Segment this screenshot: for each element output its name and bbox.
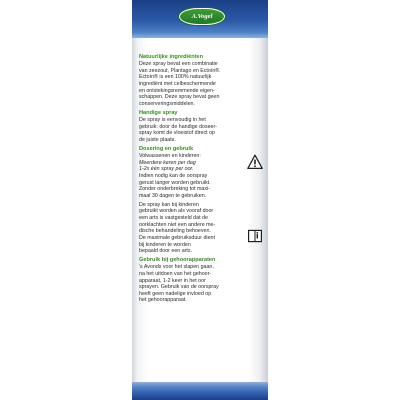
text-panel (139, 54, 263, 306)
children-row (139, 202, 263, 255)
section-handy-spray (139, 110, 263, 144)
brand-logo (179, 8, 225, 25)
text-line: De spray kan bij kinderen (139, 201, 199, 208)
text-line: Meerdere keren per dag (139, 159, 196, 166)
text-line: De spray is eenvoudig in het (139, 116, 206, 123)
children-text (139, 202, 245, 255)
text-line: een arts is vastgesteld dat de (139, 214, 208, 221)
brand-logo-text: A.Vogel (191, 13, 213, 20)
text-line: Volwassenen en kinderen: (139, 152, 201, 159)
read-leaflet-icon (247, 228, 263, 244)
text-line: en ontstekingsremmende eigen- (139, 87, 215, 94)
text-line: 1-2x één spray per oor. (139, 166, 194, 173)
text-line: maal 30 dagen te gebruiken. (139, 192, 207, 199)
text-line: de juiste plaats. (139, 136, 176, 143)
text-line: van zeezout, Plantago en Ectoïn®. (139, 67, 221, 74)
text-line: 's Avonds voor het slapen gaan, (139, 264, 214, 271)
section-hearing-aids (139, 257, 263, 304)
heading-dosage: Dosering en gebruik (139, 145, 194, 152)
text-line: na het uitdoen van het gehoor- (139, 270, 212, 277)
text-line: oorklachten niet een andere me- (139, 221, 216, 228)
dosage-row (139, 153, 263, 200)
text-line: gebruik: door de handige doseer- (139, 123, 218, 130)
heading-ingredients: Natuurlijke ingrediënten (139, 54, 204, 60)
text-line: Indien nodig kan de oorspray (139, 172, 208, 179)
heading-hearing-aids: Gebruik bij gehoorapparaten (139, 257, 216, 264)
text-line: bepaald door een arts. (139, 248, 193, 255)
section-children (139, 202, 263, 255)
text-line: De maximale gebruiksduur dient (139, 234, 215, 241)
bottom-blue-band (132, 382, 268, 400)
text-line: Deze spray bevat een combinatie (139, 61, 218, 68)
dosage-text (139, 153, 245, 200)
text-line: schappen. Deze spray bevat geen (139, 94, 220, 101)
text-line: apparaat, 1-2 keer in het oor (139, 277, 206, 284)
section-dosage (139, 146, 263, 200)
text-line: ingrediënt met celbeschermende (139, 81, 216, 88)
top-blue-band (132, 0, 268, 38)
section-ingredients (139, 54, 263, 108)
text-line: sprayen. Gebruik van de oorspray (139, 284, 219, 291)
text-line: gebruikt worden als vooraf door (139, 208, 214, 215)
text-line: Ectoïn® is een 100% natuurlijk (139, 74, 212, 81)
text-line: heeft geen nadelige invloed op (139, 290, 212, 297)
text-line: het gehoorapparaat. (139, 297, 187, 304)
heading-handy-spray: Handige spray (139, 109, 178, 116)
text-line: dische behandeling behoeven. (139, 228, 211, 235)
text-line: bij kinderen te worden (139, 241, 191, 248)
text-line: Zonder onderbreking tot maxi- (139, 186, 210, 193)
product-box (132, 0, 268, 400)
text-line: conserveringsmiddelen. (139, 101, 195, 108)
text-line: gerust langer worden gebruikt. (139, 179, 211, 186)
warning-triangle-icon (247, 154, 263, 170)
text-line: spray komt de vloeistof direct op (139, 130, 215, 137)
